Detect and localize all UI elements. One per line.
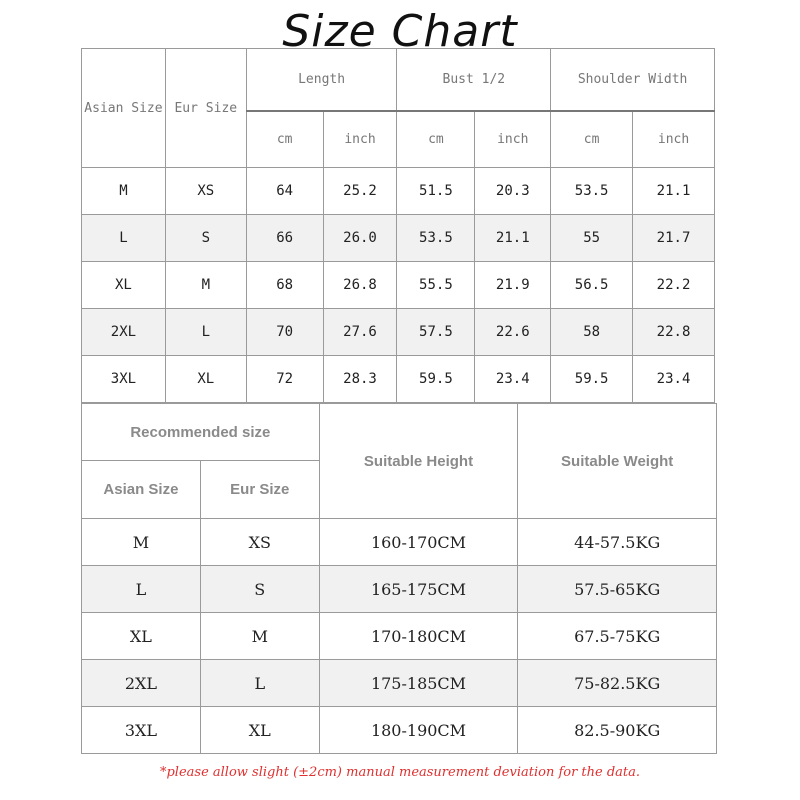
table-row	[82, 519, 717, 566]
cell-bust-cm: 59.5	[397, 356, 475, 403]
cell-asian-size: L	[82, 566, 201, 613]
cell-asian-size: 2XL	[82, 660, 201, 707]
header-asian-size: Asian Size	[82, 49, 166, 168]
table-row	[82, 262, 715, 309]
header-suitable-height: Suitable Height	[319, 404, 518, 519]
cell-length-inch: 28.3	[323, 356, 397, 403]
cell-eur-size: XS	[200, 519, 319, 566]
cell-shoulder-cm: 59.5	[551, 356, 633, 403]
header-asian-size: Asian Size	[82, 461, 201, 519]
unit-cm: cm	[397, 111, 475, 168]
cell-eur-size: M	[165, 262, 246, 309]
page-title: Size Chart	[282, 6, 518, 57]
header-shoulder-width: Shoulder Width	[551, 49, 715, 112]
size-table-header-row	[82, 49, 715, 112]
cell-eur-size: XS	[165, 168, 246, 215]
cell-bust-inch: 22.6	[475, 309, 551, 356]
cell-asian-size: 3XL	[82, 707, 201, 754]
cell-length-cm: 72	[246, 356, 323, 403]
recommended-size-table	[81, 403, 717, 754]
cell-suitable-height: 165-175CM	[319, 566, 518, 613]
cell-bust-inch: 20.3	[475, 168, 551, 215]
table-row	[82, 309, 715, 356]
cell-eur-size: S	[165, 215, 246, 262]
cell-length-inch: 26.8	[323, 262, 397, 309]
cell-suitable-weight: 57.5-65KG	[518, 566, 717, 613]
cell-bust-inch: 23.4	[475, 356, 551, 403]
table-row	[82, 613, 717, 660]
cell-length-inch: 25.2	[323, 168, 397, 215]
cell-eur-size: L	[200, 660, 319, 707]
cell-suitable-height: 180-190CM	[319, 707, 518, 754]
cell-eur-size: L	[165, 309, 246, 356]
unit-inch: inch	[633, 111, 715, 168]
cell-length-cm: 64	[246, 168, 323, 215]
cell-suitable-weight: 44-57.5KG	[518, 519, 717, 566]
cell-bust-inch: 21.9	[475, 262, 551, 309]
cell-suitable-height: 175-185CM	[319, 660, 518, 707]
cell-bust-cm: 57.5	[397, 309, 475, 356]
cell-asian-size: 2XL	[82, 309, 166, 356]
cell-length-cm: 66	[246, 215, 323, 262]
cell-shoulder-inch: 22.8	[633, 309, 715, 356]
header-eur-size: Eur Size	[165, 49, 246, 168]
cell-asian-size: XL	[82, 262, 166, 309]
cell-shoulder-cm: 53.5	[551, 168, 633, 215]
unit-inch: inch	[475, 111, 551, 168]
recommend-header-row	[82, 404, 717, 461]
cell-shoulder-inch: 23.4	[633, 356, 715, 403]
cell-suitable-weight: 75-82.5KG	[518, 660, 717, 707]
cell-shoulder-cm: 55	[551, 215, 633, 262]
cell-bust-cm: 55.5	[397, 262, 475, 309]
cell-bust-inch: 21.1	[475, 215, 551, 262]
cell-length-cm: 70	[246, 309, 323, 356]
unit-cm: cm	[551, 111, 633, 168]
table-row	[82, 356, 715, 403]
header-recommended-size: Recommended size	[82, 404, 320, 461]
cell-asian-size: 3XL	[82, 356, 166, 403]
cell-eur-size: XL	[165, 356, 246, 403]
header-suitable-weight: Suitable Weight	[518, 404, 717, 519]
cell-asian-size: M	[82, 168, 166, 215]
cell-asian-size: L	[82, 215, 166, 262]
table-row	[82, 566, 717, 613]
measurement-note: *please allow slight (±2cm) manual measurement deviation for the data.	[159, 765, 641, 780]
table-row	[82, 660, 717, 707]
cell-shoulder-cm: 58	[551, 309, 633, 356]
cell-asian-size: XL	[82, 613, 201, 660]
cell-eur-size: XL	[200, 707, 319, 754]
unit-cm: cm	[246, 111, 323, 168]
table-row	[82, 168, 715, 215]
cell-suitable-height: 170-180CM	[319, 613, 518, 660]
cell-shoulder-inch: 22.2	[633, 262, 715, 309]
cell-bust-cm: 53.5	[397, 215, 475, 262]
cell-shoulder-cm: 56.5	[551, 262, 633, 309]
cell-shoulder-inch: 21.1	[633, 168, 715, 215]
cell-eur-size: S	[200, 566, 319, 613]
header-eur-size: Eur Size	[200, 461, 319, 519]
header-length: Length	[246, 49, 397, 112]
cell-length-inch: 27.6	[323, 309, 397, 356]
table-row	[82, 707, 717, 754]
cell-suitable-weight: 67.5-75KG	[518, 613, 717, 660]
table-row	[82, 215, 715, 262]
cell-length-inch: 26.0	[323, 215, 397, 262]
cell-asian-size: M	[82, 519, 201, 566]
unit-inch: inch	[323, 111, 397, 168]
header-bust: Bust 1/2	[397, 49, 551, 112]
cell-eur-size: M	[200, 613, 319, 660]
cell-suitable-weight: 82.5-90KG	[518, 707, 717, 754]
cell-length-cm: 68	[246, 262, 323, 309]
cell-bust-cm: 51.5	[397, 168, 475, 215]
cell-suitable-height: 160-170CM	[319, 519, 518, 566]
size-table	[81, 48, 715, 403]
cell-shoulder-inch: 21.7	[633, 215, 715, 262]
